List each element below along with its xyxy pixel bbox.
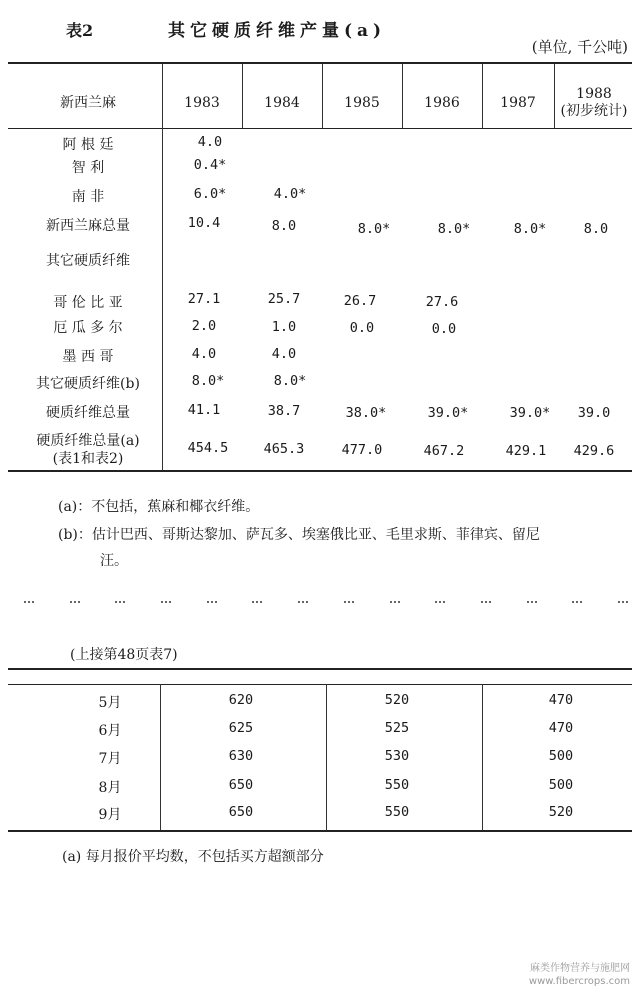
table-cell: 39.0* [509, 405, 551, 421]
column-header-1988: 1988 (初步统计) [560, 86, 628, 119]
month-label: 5月 [98, 695, 122, 711]
price-cell: 650 [228, 804, 254, 820]
site-watermark [529, 962, 630, 988]
table-cell: 8.0* [191, 373, 225, 389]
column-header-1986: 1986 [424, 94, 460, 111]
column-header-crop: 新西兰麻 [60, 94, 116, 111]
watermark-line-2: www.fibercrops.com [528, 976, 630, 987]
footnote-b-continued: 汪。 [100, 553, 128, 569]
table-cell: 8.0* [513, 221, 547, 237]
table-cell: 1.0 [271, 319, 297, 335]
table-cell: 429.1 [505, 443, 547, 459]
row-label-chile: 智 利 [71, 160, 105, 176]
continuation-label: (上接第48页表7) [70, 647, 178, 663]
table-cell: 38.7 [267, 403, 301, 419]
table-unit: (单位, 千公吨) [531, 38, 628, 56]
row-label-argentina: 阿 根 廷 [62, 137, 114, 153]
row-label-other-hard-fibres: 其它硬质纤维 [46, 253, 130, 269]
continuation-header-rule [8, 684, 632, 685]
table-bottom-rule [8, 470, 632, 472]
table-cell: 8.0 [583, 221, 609, 237]
price-cell: 630 [228, 748, 254, 764]
table-cell: 4.0 [191, 346, 217, 362]
table-cell: 8.0* [437, 221, 471, 237]
table-cell: 25.7 [267, 291, 301, 307]
row-label-table-ref: (表1和表2) [52, 451, 124, 467]
month-label: 8月 [98, 780, 122, 796]
table-cell: 10.4 [187, 215, 221, 231]
table-cell: 26.7 [343, 293, 377, 309]
table-cell: 429.6 [573, 443, 615, 459]
price-cell: 525 [384, 720, 410, 736]
table-cell: 2.0 [191, 318, 217, 334]
price-cell: 620 [228, 692, 254, 708]
column-divider [160, 684, 161, 830]
column-divider [326, 684, 327, 830]
price-cell: 470 [548, 720, 574, 736]
row-label-ecuador: 厄 瓜 多 尔 [53, 320, 123, 336]
price-cell: 650 [228, 777, 254, 793]
table-cell: 6.0* [193, 186, 227, 202]
table-cell: 4.0 [197, 134, 223, 150]
table-cell: 39.0 [577, 405, 611, 421]
table-cell: 454.5 [187, 440, 229, 456]
table-cell: 8.0* [273, 373, 307, 389]
footnote-b: (b)：估计巴西、哥斯达黎加、萨瓦多、埃塞俄比亚、毛里求斯、菲律宾、留尼 [58, 527, 540, 543]
table-cell: 4.0 [271, 346, 297, 362]
table-cell: 27.6 [425, 294, 459, 310]
table-cell: 467.2 [423, 443, 465, 459]
table-title: 其它硬质纤维产量(a) [168, 21, 387, 41]
price-cell: 500 [548, 777, 574, 793]
row-label-hard-fibre-grand-total: 硬质纤维总量(a) [36, 433, 140, 449]
month-label: 7月 [98, 751, 122, 767]
month-label: 9月 [98, 807, 122, 823]
print-noise [24, 601, 628, 605]
month-label: 6月 [98, 723, 122, 739]
table-cell: 41.1 [187, 402, 221, 418]
row-label-other-hard-fibres-b: 其它硬质纤维(b) [36, 376, 140, 392]
price-cell: 625 [228, 720, 254, 736]
table-cell: 0.0 [431, 321, 457, 337]
price-cell: 470 [548, 692, 574, 708]
row-label-colombia: 哥 伦 比 亚 [53, 295, 123, 311]
price-cell: 520 [548, 804, 574, 820]
footnote-a: (a)：不包括，蕉麻和椰衣纤维。 [58, 499, 260, 515]
row-label-hard-fibre-total: 硬质纤维总量 [46, 405, 130, 421]
column-divider [482, 684, 483, 830]
watermark-line-1: 麻类作物营养与施肥网 [530, 963, 630, 974]
column-header-1987: 1987 [500, 94, 536, 111]
table-cell: 477.0 [341, 442, 383, 458]
continuation-bottom-rule [8, 830, 632, 832]
table-cell: 39.0* [427, 405, 469, 421]
table-cell: 0.4* [193, 157, 227, 173]
price-cell: 550 [384, 804, 410, 820]
row-label-mexico: 墨 西 哥 [62, 349, 114, 365]
row-label-south-africa: 南 非 [71, 189, 105, 205]
table-header-rule [8, 128, 632, 129]
column-header-1983: 1983 [184, 94, 220, 111]
column-header-1984: 1984 [264, 94, 300, 111]
row-label-nz-flax-total: 新西兰麻总量 [46, 218, 130, 234]
table-cell: 8.0 [271, 218, 297, 234]
table-cell: 465.3 [263, 441, 305, 457]
table-cell: 38.0* [345, 405, 387, 421]
table-label: 表2 [66, 21, 94, 40]
continuation-top-rule [8, 668, 632, 670]
table-cell: 8.0* [357, 221, 391, 237]
price-cell: 500 [548, 748, 574, 764]
table-top-rule [8, 62, 632, 64]
table-cell: 27.1 [187, 291, 221, 307]
table-cell: 0.0 [349, 320, 375, 336]
price-cell: 550 [384, 777, 410, 793]
table-cell: 4.0* [273, 186, 307, 202]
price-cell: 530 [384, 748, 410, 764]
continuation-footnote: (a) 每月报价平均数，不包括买方超额部分 [62, 849, 324, 865]
price-cell: 520 [384, 692, 410, 708]
column-header-1985: 1985 [344, 94, 380, 111]
